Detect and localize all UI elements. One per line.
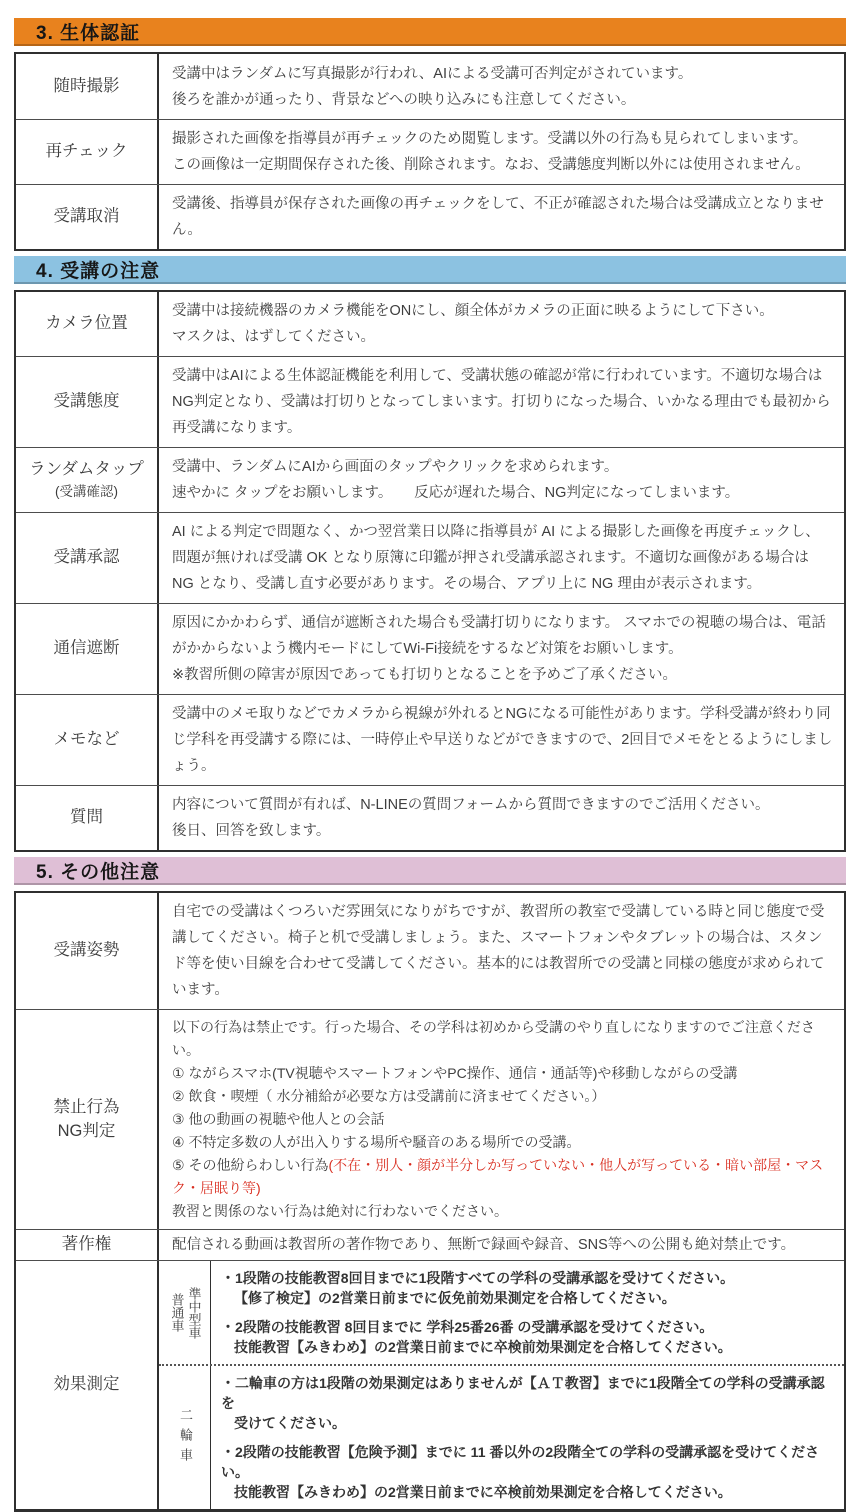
- prohibited-item: ① ながらスマホ(TV視聴やスマートフォンやPC操作、通信・通話等)や移動しながらの受講: [172, 1065, 738, 1081]
- section-biometric-table: [14, 52, 846, 251]
- row-label: [16, 357, 159, 447]
- row-cancellation: [16, 185, 844, 249]
- content-line: 自宅での受講はくつろいだ雰囲気になりがちですが、教習所の教室で受講している時と同じ態度で受講してください。椅子と机で受講しましょう。また、スマートフォンやタブレットの場合は、スタンド等を使い目線を合わせて受講してください。基本的には教習所での受講と同様の態度が求められています。: [172, 904, 825, 998]
- content-line: 以下の行為は禁止です。行った場合、その学科は初めから受講のやり直しになりますのでご注意ください。: [172, 1019, 815, 1058]
- subrow-motorcycle: [159, 1364, 844, 1509]
- row-label: [16, 695, 159, 785]
- row-label: [16, 604, 159, 694]
- row-label: [16, 1230, 159, 1260]
- section-attendance-header: [14, 256, 846, 284]
- row-label-text: 再チェック: [45, 142, 128, 161]
- prohibited-item: ④ 不特定多数の人が出入りする場所や騒音のある場所での受講。: [172, 1134, 581, 1150]
- content-line: ・1段階の技能教習8回目までに1段階すべての学科の受講承認を受けてください。: [221, 1270, 735, 1286]
- row-label-text: カメラ位置: [45, 314, 128, 333]
- row-label: [16, 185, 159, 249]
- content-line: マスクは、はずしてください。: [172, 329, 375, 345]
- row-random-tap: [16, 448, 844, 513]
- subrow-content: [211, 1261, 844, 1364]
- section-attendance-cautions: [14, 256, 846, 852]
- vehicle-type-motorcycle: 二輪車: [177, 1407, 193, 1468]
- section-attendance-table: [14, 290, 846, 852]
- row-label-text: メモなど: [53, 730, 120, 749]
- row-label-text: 受講態度: [53, 392, 120, 411]
- row-label-text: 質問: [70, 808, 103, 827]
- row-content: [159, 604, 844, 694]
- row-label-text: ランダムタップ: [29, 460, 144, 479]
- row-label-text2: NG判定: [57, 1121, 116, 1140]
- content-line: 技能教習【みきわめ】の2営業日前までに卒検前効果測定を合格してください。: [234, 1484, 732, 1500]
- subrow-content: [211, 1366, 844, 1509]
- row-label-text: 受講承認: [53, 548, 120, 567]
- prohibited-item-5-warning: (不在・別人・顔が半分しか写っていない・他人が写っている・暗い部屋・マスク・居眠り等): [172, 1157, 824, 1196]
- content-line: 原因にかかわらず、通信が遮断された場合も受講打切りになります。 スマホでの視聴の場合は、電話がかからないよう機内モードにしてWi-Fi接続をするなど対策をお願いします。: [172, 615, 826, 657]
- row-content: [159, 185, 844, 249]
- prohibited-item: ② 飲食・喫煙（ 水分補給が必要な方は受講前に済ませてください。）: [172, 1088, 606, 1104]
- row-label-text: 受講取消: [53, 207, 120, 226]
- row-label-text: 通信遮断: [53, 639, 120, 658]
- row-label-text: 効果測定: [53, 1375, 120, 1394]
- section-title: 3. 生体認証: [36, 22, 141, 44]
- row-content: [159, 292, 844, 356]
- content-line: AI による判定で問題なく、かつ翌営業日以降に指導員が AI による撮影した画像を再度チェックし、問題が無ければ受講 OK となり原簿に印鑑が押され受講承認されます。不適切な画像がある場合は NG となり、受講し直す必要があります。その場合、アプリ上に NG 理由が表示されます。: [172, 524, 820, 592]
- row-label: [16, 54, 159, 119]
- content-line: 受講中はAIによる生体認証機能を利用して、受講状態の確認が常に行われています。不適切な場合はNG判定となり、受講は打切りとなってしまいます。打切りになった場合、いかなる理由でも最初から再受講になります。: [172, 368, 831, 436]
- content-line: 内容について質問が有れば、N-LINEの質問フォームから質問できますのでご活用ください。: [172, 797, 770, 813]
- content-line: 【修了検定】の2営業日前までに仮免前効果測定を合格してください。: [234, 1290, 676, 1306]
- row-notes: [16, 695, 844, 786]
- content-line: ・二輪車の方は1段階の効果測定はありませんが【ＡＴ教習】までに1段階全ての学科の受講承認を: [221, 1375, 825, 1411]
- subrow-standard-car: [159, 1261, 844, 1364]
- content-line: ・2段階の技能教習 8回目までに 学科25番26番 の受講承認を受けてください。: [221, 1319, 714, 1335]
- row-attendance-attitude: [16, 357, 844, 448]
- content-line: 受講後、指導員が保存された画像の再チェックをして、不正が確認された場合は受講成立となりません。: [172, 196, 824, 238]
- row-prohibited-acts: [16, 1010, 844, 1230]
- row-questions: [16, 786, 844, 850]
- content-line: 後ろを誰かが通ったり、背景などへの映り込みにも注意してください。: [172, 91, 636, 108]
- row-label: [16, 120, 159, 184]
- vehicle-type-semi-medium: 準中型車: [186, 1286, 202, 1339]
- row-label-subtext: (受講確認): [55, 484, 118, 500]
- row-camera-position: [16, 292, 844, 357]
- vehicle-type-standard: 普通車: [169, 1293, 185, 1332]
- section-biometric-header: [14, 18, 846, 46]
- content-line: 受講中は接続機器のカメラ機能をONにし、顔全体がカメラの正面に映るようにして下さい。: [172, 303, 774, 319]
- row-label-text: 随時撮影: [53, 76, 120, 95]
- section-other-table: [14, 891, 846, 1512]
- content-line: 教習と関係のない行為は絶対に行わないでください。: [172, 1203, 508, 1219]
- row-content: [159, 786, 844, 850]
- content-line: 受けてください。: [234, 1415, 346, 1431]
- row-label: [16, 1261, 159, 1509]
- prohibited-item-5: [172, 1154, 834, 1200]
- row-label-text: 受講姿勢: [53, 941, 120, 960]
- vehicle-type-label: [159, 1366, 211, 1509]
- row-effect-test: [16, 1261, 844, 1509]
- content-line: 後日、回答を致します。: [172, 823, 331, 839]
- content-line: 配信される動画は教習所の著作物であり、無断で録画や録音、SNS等への公開も絶対禁止です。: [172, 1237, 796, 1253]
- row-label: [16, 786, 159, 850]
- row-random-photo: [16, 54, 844, 120]
- row-content: [159, 120, 844, 184]
- row-label: [16, 448, 159, 512]
- content-line: 撮影された画像を指導員が再チェックのため閲覧します。受講以外の行為も見られてしまいます。: [172, 131, 808, 147]
- content-line: 受講中、ランダムにAIから画面のタップやクリックを求められます。: [172, 459, 619, 475]
- row-content: [159, 1010, 844, 1229]
- section-other-header: [14, 857, 846, 885]
- row-content: [159, 893, 844, 1009]
- row-posture: [16, 893, 844, 1010]
- effect-test-subrows: [159, 1261, 844, 1509]
- content-line: 速やかに タップをお願いします。 反応が遅れた場合、NG判定になってしまいます。: [172, 485, 740, 501]
- row-recheck: [16, 120, 844, 185]
- row-content: [159, 54, 844, 119]
- row-content: [159, 448, 844, 512]
- row-label: [16, 513, 159, 603]
- content-line: この画像は一定期間保存された後、削除されます。なお、受講態度判断以外には使用されません。: [172, 157, 810, 173]
- section-title: 5. その他注意: [36, 861, 161, 883]
- prohibited-item: ③ 他の動画の視聴や他人との会話: [172, 1111, 385, 1127]
- vehicle-type-label: [159, 1261, 211, 1364]
- row-copyright: [16, 1230, 844, 1261]
- content-line: 受講中はランダムに写真撮影が行われ、AIによる受講可否判定がされています。: [172, 65, 693, 82]
- row-content: [159, 695, 844, 785]
- row-label: [16, 1010, 159, 1229]
- prohibited-item-5-text: ⑤ その他紛らわしい行為: [172, 1157, 329, 1173]
- row-network-disconnect: [16, 604, 844, 695]
- section-other-cautions: [14, 857, 846, 1512]
- content-line: 技能教習【みきわめ】の2営業日前までに卒検前効果測定を合格してください。: [234, 1339, 732, 1355]
- section-biometric: [14, 18, 846, 251]
- row-label: [16, 893, 159, 1009]
- content-line: ・2段階の技能教習【危険予測】までに 11 番以外の2段階全ての学科の受講承認を受けてください。: [221, 1444, 820, 1480]
- section-title: 4. 受講の注意: [36, 260, 161, 282]
- row-label-text: 著作権: [61, 1235, 112, 1254]
- row-content: [159, 1230, 844, 1260]
- row-content: [159, 357, 844, 447]
- content-line: 受講中のメモ取りなどでカメラから視線が外れるとNGになる可能性があります。学科受講が終わり同じ学科を再受講する際には、一時停止や早送りなどができますので、2回目でメモをとるようにしましょう。: [172, 706, 833, 774]
- row-label-text: 禁止行為: [53, 1097, 120, 1116]
- content-line: ※教習所側の障害が原因であっても打切りとなることを予めご了承ください。: [172, 667, 678, 683]
- row-content: [159, 513, 844, 603]
- row-label: [16, 292, 159, 356]
- row-attendance-approval: [16, 513, 844, 604]
